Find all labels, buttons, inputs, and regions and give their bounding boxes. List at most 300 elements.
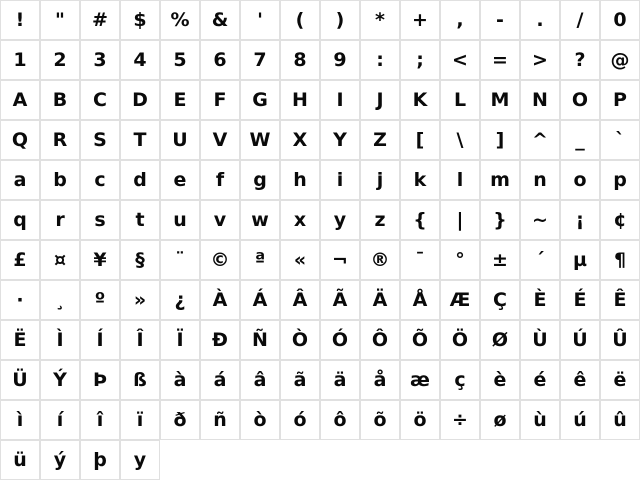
glyph-cell[interactable] xyxy=(120,440,160,480)
glyph-cell[interactable] xyxy=(0,120,40,160)
glyph-cell[interactable] xyxy=(240,80,280,120)
glyph: Ë xyxy=(13,328,27,351)
glyph-cell[interactable] xyxy=(480,200,520,240)
glyph: & xyxy=(211,8,229,31)
glyph-cell[interactable] xyxy=(240,320,280,360)
glyph-cell[interactable] xyxy=(120,400,160,440)
glyph-cell[interactable] xyxy=(160,0,200,40)
glyph: ª xyxy=(254,248,266,271)
glyph-cell[interactable] xyxy=(560,360,600,400)
glyph-cell[interactable] xyxy=(600,40,640,80)
glyph: o xyxy=(573,168,587,191)
glyph: A xyxy=(12,88,28,111)
glyph-cell[interactable] xyxy=(440,280,480,320)
glyph-cell[interactable] xyxy=(200,0,240,40)
glyph: [ xyxy=(415,128,425,151)
glyph: Û xyxy=(612,328,628,351)
glyph-cell[interactable] xyxy=(360,360,400,400)
glyph: d xyxy=(133,168,147,191)
glyph-cell[interactable] xyxy=(360,320,400,360)
glyph: 7 xyxy=(253,48,267,71)
glyph: N xyxy=(532,88,548,111)
glyph-cell[interactable] xyxy=(80,0,120,40)
glyph-cell[interactable] xyxy=(560,320,600,360)
glyph: / xyxy=(576,8,584,31)
glyph-cell[interactable] xyxy=(320,320,360,360)
glyph-cell[interactable] xyxy=(200,400,240,440)
glyph-cell[interactable] xyxy=(40,400,80,440)
glyph-cell[interactable] xyxy=(120,120,160,160)
glyph-cell[interactable] xyxy=(120,360,160,400)
glyph: 1 xyxy=(13,48,27,71)
glyph-cell[interactable] xyxy=(360,240,400,280)
glyph-cell[interactable] xyxy=(400,40,440,80)
glyph-cell[interactable] xyxy=(280,80,320,120)
glyph-cell[interactable] xyxy=(280,240,320,280)
glyph-cell[interactable] xyxy=(0,0,40,40)
glyph-cell[interactable] xyxy=(240,40,280,80)
glyph-cell[interactable] xyxy=(440,360,480,400)
glyph: F xyxy=(213,88,227,111)
glyph: õ xyxy=(373,408,387,431)
glyph-cell[interactable] xyxy=(400,320,440,360)
glyph-cell[interactable] xyxy=(440,40,480,80)
glyph-cell[interactable] xyxy=(600,160,640,200)
glyph-cell[interactable] xyxy=(600,400,640,440)
glyph: Æ xyxy=(449,288,471,311)
glyph-cell[interactable] xyxy=(0,320,40,360)
glyph: s xyxy=(94,208,106,231)
glyph: V xyxy=(212,128,228,151)
glyph: L xyxy=(453,88,467,111)
glyph-cell[interactable] xyxy=(80,120,120,160)
glyph-cell[interactable] xyxy=(280,0,320,40)
glyph-cell[interactable] xyxy=(40,0,80,40)
glyph-cell[interactable] xyxy=(480,240,520,280)
glyph-cell[interactable] xyxy=(400,0,440,40)
glyph-cell[interactable] xyxy=(560,240,600,280)
glyph: O xyxy=(571,88,589,111)
glyph-cell[interactable] xyxy=(280,360,320,400)
glyph-cell[interactable] xyxy=(160,160,200,200)
glyph: ` xyxy=(615,128,625,151)
glyph-cell[interactable] xyxy=(120,240,160,280)
glyph: ¢ xyxy=(613,208,627,231)
glyph-cell[interactable] xyxy=(80,320,120,360)
glyph-cell[interactable] xyxy=(440,240,480,280)
glyph-cell[interactable] xyxy=(240,160,280,200)
glyph: å xyxy=(373,368,387,391)
glyph: ± xyxy=(492,248,508,271)
glyph-cell[interactable] xyxy=(200,160,240,200)
glyph-cell[interactable] xyxy=(440,400,480,440)
glyph: E xyxy=(173,88,187,111)
glyph-cell[interactable] xyxy=(560,200,600,240)
glyph-cell[interactable] xyxy=(520,40,560,80)
glyph: a xyxy=(13,168,27,191)
glyph: , xyxy=(456,8,464,31)
glyph-cell[interactable] xyxy=(80,280,120,320)
glyph-cell[interactable] xyxy=(240,360,280,400)
glyph-cell[interactable] xyxy=(80,40,120,80)
glyph-cell[interactable] xyxy=(520,160,560,200)
glyph: Ý xyxy=(53,368,67,391)
glyph: Ù xyxy=(532,328,548,351)
glyph: Ï xyxy=(176,328,184,351)
glyph-cell[interactable] xyxy=(560,400,600,440)
glyph: ¬ xyxy=(332,248,348,271)
glyph-cell[interactable] xyxy=(320,160,360,200)
glyph: § xyxy=(135,248,145,271)
glyph: e xyxy=(173,168,187,191)
glyph-cell[interactable] xyxy=(120,80,160,120)
glyph: Í xyxy=(96,328,104,351)
glyph: Ä xyxy=(372,288,388,311)
glyph: 8 xyxy=(293,48,307,71)
glyph-cell[interactable] xyxy=(40,320,80,360)
glyph-cell[interactable] xyxy=(400,200,440,240)
glyph-cell[interactable] xyxy=(440,80,480,120)
glyph: ¸ xyxy=(55,288,65,311)
glyph: Ó xyxy=(331,328,349,351)
glyph: ( xyxy=(295,8,305,31)
glyph-cell[interactable] xyxy=(200,120,240,160)
glyph-cell[interactable] xyxy=(200,280,240,320)
glyph-cell[interactable] xyxy=(560,160,600,200)
glyph-cell[interactable] xyxy=(480,0,520,40)
glyph: ? xyxy=(574,48,586,71)
glyph-cell[interactable] xyxy=(520,360,560,400)
glyph-cell[interactable] xyxy=(40,280,80,320)
glyph-cell[interactable] xyxy=(600,80,640,120)
glyph-cell[interactable] xyxy=(600,240,640,280)
glyph-cell[interactable] xyxy=(80,360,120,400)
glyph-cell[interactable] xyxy=(240,0,280,40)
glyph-cell[interactable] xyxy=(360,120,400,160)
glyph: © xyxy=(210,248,230,271)
glyph: v xyxy=(213,208,227,231)
glyph-cell[interactable] xyxy=(80,200,120,240)
glyph-cell[interactable] xyxy=(40,200,80,240)
glyph: £ xyxy=(13,248,27,271)
glyph-cell[interactable] xyxy=(200,80,240,120)
glyph-cell[interactable] xyxy=(120,200,160,240)
glyph: g xyxy=(253,168,267,191)
glyph-cell[interactable] xyxy=(560,0,600,40)
glyph-cell[interactable] xyxy=(360,280,400,320)
glyph-cell[interactable] xyxy=(520,120,560,160)
glyph-cell[interactable] xyxy=(520,320,560,360)
glyph: ó xyxy=(293,408,307,431)
glyph-cell[interactable] xyxy=(560,40,600,80)
glyph: ö xyxy=(413,408,427,431)
glyph-cell[interactable] xyxy=(400,360,440,400)
glyph: x xyxy=(293,208,307,231)
glyph-cell[interactable] xyxy=(480,120,520,160)
glyph-cell[interactable] xyxy=(400,120,440,160)
glyph-cell[interactable] xyxy=(200,240,240,280)
glyph: Ö xyxy=(451,328,469,351)
glyph: Ô xyxy=(371,328,389,351)
glyph-cell[interactable] xyxy=(160,200,200,240)
glyph-cell[interactable] xyxy=(40,40,80,80)
glyph-cell[interactable] xyxy=(440,0,480,40)
glyph: B xyxy=(52,88,68,111)
glyph: À xyxy=(212,288,228,311)
glyph: 5 xyxy=(173,48,187,71)
glyph-cell[interactable] xyxy=(80,440,120,480)
glyph: » xyxy=(133,288,147,311)
glyph: ¡ xyxy=(575,208,585,231)
glyph-cell[interactable] xyxy=(400,400,440,440)
glyph-cell[interactable] xyxy=(160,80,200,120)
glyph-cell[interactable] xyxy=(200,320,240,360)
glyph: ; xyxy=(416,48,424,71)
glyph-cell[interactable] xyxy=(240,240,280,280)
glyph: k xyxy=(413,168,427,191)
glyph: ø xyxy=(493,408,507,431)
glyph-cell[interactable] xyxy=(360,0,400,40)
glyph: é xyxy=(533,368,547,391)
glyph-cell[interactable] xyxy=(120,0,160,40)
glyph: K xyxy=(412,88,428,111)
glyph: n xyxy=(533,168,547,191)
glyph: ´ xyxy=(535,248,545,271)
glyph: } xyxy=(493,208,507,231)
glyph: ) xyxy=(335,8,345,31)
glyph: y xyxy=(133,448,147,471)
glyph-cell[interactable] xyxy=(280,200,320,240)
glyph: + xyxy=(412,8,428,31)
glyph: i xyxy=(336,168,344,191)
glyph: á xyxy=(213,368,227,391)
glyph-cell[interactable] xyxy=(600,200,640,240)
glyph: Á xyxy=(252,288,268,311)
glyph-cell[interactable] xyxy=(480,160,520,200)
glyph-cell[interactable] xyxy=(80,160,120,200)
glyph-cell[interactable] xyxy=(160,40,200,80)
glyph: à xyxy=(173,368,187,391)
glyph: z xyxy=(374,208,386,231)
glyph-cell[interactable] xyxy=(400,160,440,200)
glyph-cell[interactable] xyxy=(400,80,440,120)
glyph: c xyxy=(94,168,106,191)
glyph-cell[interactable] xyxy=(560,120,600,160)
glyph: ~ xyxy=(532,208,548,231)
glyph-cell[interactable] xyxy=(440,160,480,200)
glyph-cell[interactable] xyxy=(280,320,320,360)
glyph: H xyxy=(292,88,308,111)
glyph-cell[interactable] xyxy=(320,280,360,320)
glyph-cell[interactable] xyxy=(0,160,40,200)
glyph-cell[interactable] xyxy=(240,120,280,160)
glyph: ý xyxy=(53,448,67,471)
glyph: ô xyxy=(333,408,347,431)
glyph-cell[interactable] xyxy=(480,80,520,120)
glyph-cell[interactable] xyxy=(600,360,640,400)
glyph-cell[interactable] xyxy=(120,160,160,200)
glyph-cell[interactable] xyxy=(280,160,320,200)
glyph-cell[interactable] xyxy=(280,40,320,80)
glyph-cell[interactable] xyxy=(40,440,80,480)
glyph-cell[interactable] xyxy=(480,280,520,320)
glyph: ] xyxy=(495,128,505,151)
glyph-cell[interactable] xyxy=(0,440,40,480)
glyph-cell[interactable] xyxy=(120,320,160,360)
glyph-cell[interactable] xyxy=(560,80,600,120)
glyph-cell[interactable] xyxy=(360,40,400,80)
glyph-cell[interactable] xyxy=(0,360,40,400)
glyph-cell[interactable] xyxy=(160,400,200,440)
glyph-cell[interactable] xyxy=(400,280,440,320)
glyph-cell[interactable] xyxy=(200,40,240,80)
glyph: Y xyxy=(333,128,347,151)
glyph: ' xyxy=(257,8,263,31)
glyph: ñ xyxy=(213,408,227,431)
glyph-cell[interactable] xyxy=(160,120,200,160)
glyph: Þ xyxy=(92,368,108,391)
glyph: @ xyxy=(610,48,630,71)
glyph: 3 xyxy=(93,48,107,71)
glyph: J xyxy=(376,88,384,111)
glyph-cell[interactable] xyxy=(600,280,640,320)
glyph-cell[interactable] xyxy=(80,400,120,440)
glyph-cell[interactable] xyxy=(360,400,400,440)
glyph: * xyxy=(375,8,385,31)
glyph: ß xyxy=(133,368,147,391)
glyph: W xyxy=(249,128,271,151)
glyph-cell[interactable] xyxy=(440,120,480,160)
glyph-cell[interactable] xyxy=(400,240,440,280)
glyph-cell[interactable] xyxy=(280,400,320,440)
glyph: l xyxy=(456,168,464,191)
glyph: Ð xyxy=(212,328,228,351)
glyph-cell[interactable] xyxy=(200,200,240,240)
glyph-cell[interactable] xyxy=(360,200,400,240)
glyph-cell[interactable] xyxy=(480,360,520,400)
glyph-cell[interactable] xyxy=(440,200,480,240)
glyph-cell[interactable] xyxy=(320,80,360,120)
glyph: I xyxy=(336,88,344,111)
glyph-cell[interactable] xyxy=(480,400,520,440)
glyph: ò xyxy=(253,408,267,431)
glyph: M xyxy=(490,88,510,111)
glyph: ¤ xyxy=(53,248,67,271)
glyph-cell[interactable] xyxy=(520,80,560,120)
glyph-cell[interactable] xyxy=(0,240,40,280)
glyph-cell[interactable] xyxy=(520,200,560,240)
glyph-cell[interactable] xyxy=(80,80,120,120)
glyph-cell[interactable] xyxy=(600,320,640,360)
glyph-cell[interactable] xyxy=(40,360,80,400)
glyph: S xyxy=(93,128,107,151)
glyph-cell[interactable] xyxy=(440,320,480,360)
glyph-cell[interactable] xyxy=(280,120,320,160)
glyph-cell[interactable] xyxy=(0,200,40,240)
glyph-cell[interactable] xyxy=(240,280,280,320)
glyph-cell[interactable] xyxy=(40,80,80,120)
glyph-cell[interactable] xyxy=(320,400,360,440)
glyph: ð xyxy=(173,408,187,431)
glyph-cell[interactable] xyxy=(40,120,80,160)
glyph-cell[interactable] xyxy=(0,400,40,440)
glyph: í xyxy=(56,408,64,431)
glyph-cell[interactable] xyxy=(520,280,560,320)
glyph-cell[interactable] xyxy=(200,360,240,400)
glyph-cell[interactable] xyxy=(360,80,400,120)
glyph-cell[interactable] xyxy=(480,320,520,360)
glyph: % xyxy=(170,8,190,31)
glyph-cell[interactable] xyxy=(0,40,40,80)
glyph-cell[interactable] xyxy=(320,0,360,40)
glyph: ® xyxy=(370,248,390,271)
glyph-cell[interactable] xyxy=(520,0,560,40)
glyph: Î xyxy=(136,328,144,351)
glyph-cell[interactable] xyxy=(120,40,160,80)
glyph-cell[interactable] xyxy=(240,400,280,440)
glyph: ú xyxy=(573,408,587,431)
glyph: â xyxy=(253,368,267,391)
glyph-cell[interactable] xyxy=(520,240,560,280)
glyph: è xyxy=(493,368,507,391)
glyph-cell[interactable] xyxy=(120,280,160,320)
glyph-cell[interactable] xyxy=(0,80,40,120)
glyph: ¯ xyxy=(415,248,425,271)
glyph: ¥ xyxy=(93,248,107,271)
glyph: ï xyxy=(136,408,144,431)
glyph-cell[interactable] xyxy=(480,40,520,80)
glyph-cell[interactable] xyxy=(160,360,200,400)
glyph: m xyxy=(490,168,510,191)
glyph-cell[interactable] xyxy=(160,240,200,280)
glyph: Å xyxy=(412,288,428,311)
glyph: Ú xyxy=(572,328,588,351)
glyph: Ø xyxy=(491,328,509,351)
glyph: ! xyxy=(15,8,25,31)
glyph: D xyxy=(132,88,148,111)
glyph-cell[interactable] xyxy=(160,280,200,320)
glyph-cell[interactable] xyxy=(0,280,40,320)
glyph-cell[interactable] xyxy=(40,240,80,280)
glyph: Ì xyxy=(56,328,64,351)
glyph-cell[interactable] xyxy=(520,400,560,440)
glyph-cell[interactable] xyxy=(560,280,600,320)
glyph: y xyxy=(333,208,347,231)
glyph: Ê xyxy=(613,288,627,311)
glyph-cell[interactable] xyxy=(600,120,640,160)
glyph-cell[interactable] xyxy=(320,40,360,80)
glyph: t xyxy=(135,208,145,231)
glyph-cell[interactable] xyxy=(320,240,360,280)
glyph-cell[interactable] xyxy=(40,160,80,200)
glyph: 6 xyxy=(213,48,227,71)
glyph: º xyxy=(94,288,106,311)
glyph-cell[interactable] xyxy=(600,0,640,40)
glyph-cell[interactable] xyxy=(320,360,360,400)
glyph-cell[interactable] xyxy=(320,120,360,160)
glyph: û xyxy=(613,408,627,431)
glyph: b xyxy=(53,168,67,191)
glyph: Z xyxy=(373,128,387,151)
glyph-cell[interactable] xyxy=(80,240,120,280)
glyph-cell[interactable] xyxy=(160,320,200,360)
glyph-cell[interactable] xyxy=(240,200,280,240)
glyph: É xyxy=(573,288,587,311)
glyph-cell[interactable] xyxy=(320,200,360,240)
glyph-cell[interactable] xyxy=(280,280,320,320)
glyph: h xyxy=(293,168,307,191)
glyph-cell[interactable] xyxy=(360,160,400,200)
